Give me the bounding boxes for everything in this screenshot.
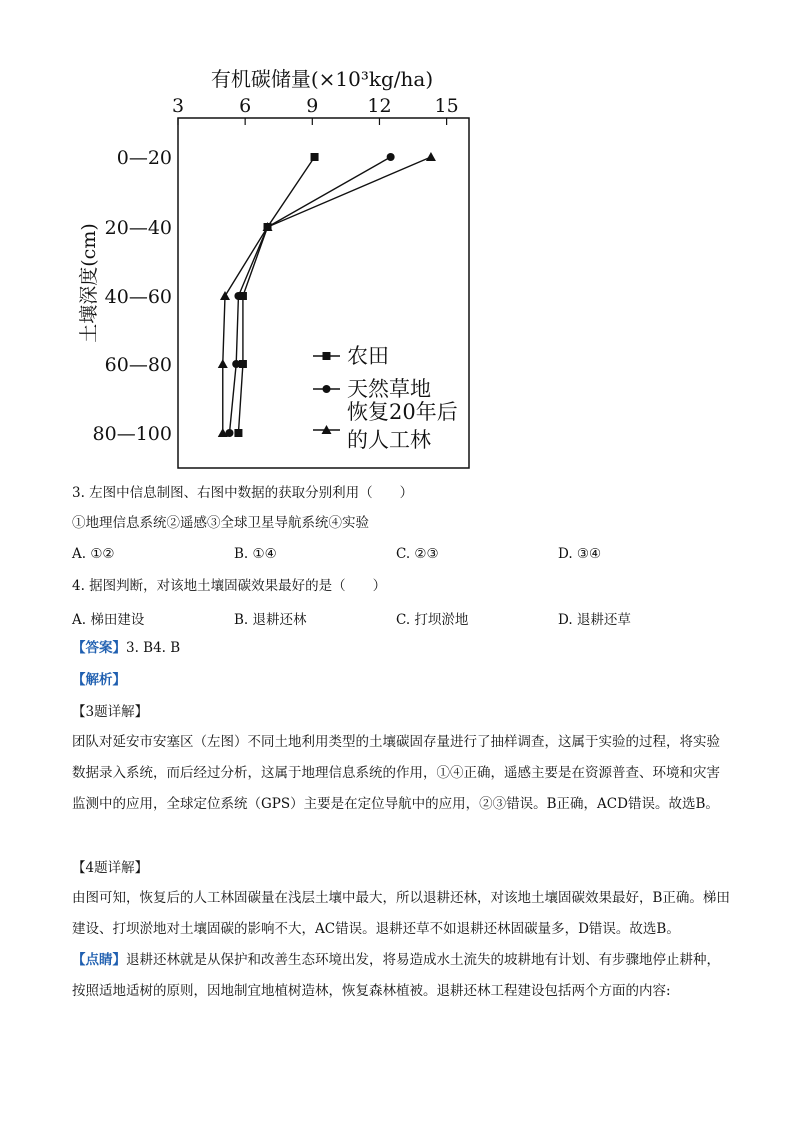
q3-option-d: D. ③④ [558, 546, 602, 562]
y-axis-ticks [93, 147, 172, 445]
detail-4-title: 【4题详解】 [72, 860, 149, 876]
legend-marker [323, 352, 331, 360]
detail-3-title: 【3题详解】 [72, 704, 149, 720]
series-line-1 [238, 157, 314, 433]
x-tick-label: 3 [171, 95, 185, 117]
series-3-point [426, 152, 436, 161]
y-tick-label: 40—60 [104, 286, 172, 308]
carbon-storage-chart [0, 0, 794, 480]
legend-label: 农田 [347, 344, 389, 368]
x-tick-label: 9 [306, 95, 319, 117]
detail-3-text: 团队对延安市安塞区（左图）不同土地利用类型的土壤碳固存量进行了抽样调查，这属于实验的过程，将实验数据录入系统，而后经过分析，这属于地理信息系统的作用，①④正确，遥感主要是在资源普查、环境和灾害监测中的应用，全球定位系统（GPS）主要是在定位导航中的应用，②③错误。B正确，ACD错误。故选B。 [72, 734, 720, 812]
y-tick-label: 0—20 [116, 147, 172, 169]
series-2-point [232, 360, 240, 368]
x-tick-label: 12 [367, 95, 392, 117]
x-tick-label: 15 [434, 95, 459, 117]
chart-legend [313, 344, 458, 452]
answer-text: 3. B4. B [126, 640, 181, 656]
analysis-heading [72, 670, 126, 690]
q3-option-a: A. ①② [72, 546, 115, 562]
series-3-point [218, 359, 228, 368]
q3-option-c: C. ②③ [396, 546, 439, 562]
q4-option-c: C. 打坝淤地 [396, 612, 469, 628]
chart-title: 有机碳储量(×10³kg/ha) [210, 67, 434, 91]
legend-label: 恢复20年后 [347, 400, 458, 424]
detail-4-text: 由图可知，恢复后的人工林固碳量在浅层土壤中最大，所以退耕还林，对该地土壤固碳效果最好，B正确。梯田建设、打坝淤地对土壤固碳的影响不大，AC错误。退耕还草不如退耕还林固碳量多，D错误。故选B。 [72, 890, 730, 937]
y-axis-label: 土壤深度(cm) [78, 223, 100, 343]
series-1-point [311, 153, 319, 161]
series-2-point [234, 292, 242, 300]
analysis-label: 【解析】 [72, 672, 126, 688]
x-tick-label: 6 [239, 95, 252, 117]
note-text: 退耕还林就是从保护和改善生态环境出发，将易造成水土流失的坡耕地有计划、有步骤地停止耕种，按照适地适树的原则，因地制宜地植树造林，恢复森林植被。退耕还林工程建设包括两个方面的内容: [72, 952, 720, 999]
question-4-stem: 4. 据图判断，对该地土壤固碳效果最好的是（ ） [72, 578, 387, 594]
x-axis-ticks [172, 95, 459, 125]
y-tick-label: 80—100 [92, 423, 172, 445]
legend-marker [323, 385, 331, 393]
answer-line [72, 638, 180, 658]
series-1-point [234, 429, 242, 437]
note-label: 【点睛】 [72, 952, 126, 968]
y-tick-label: 20—40 [104, 217, 172, 239]
legend-label: 的人工林 [347, 428, 431, 452]
answer-label: 【答案】 [72, 640, 126, 656]
series-3-point [220, 291, 230, 300]
q4-option-a: A. 梯田建设 [72, 612, 145, 628]
legend-label: 天然草地 [347, 377, 431, 401]
series-2-point [387, 153, 395, 161]
q4-option-d: D. 退耕还草 [558, 612, 631, 628]
question-3-stem: 3. 左图中信息制图、右图中数据的获取分别利用（ ） [72, 485, 414, 501]
q3-option-b: B. ①④ [234, 546, 277, 562]
question-3-items: ①地理信息系统②遥感③全球卫星导航系统④实验 [72, 515, 369, 531]
q4-option-b: B. 退耕还林 [234, 612, 307, 628]
note-paragraph [72, 945, 732, 1007]
y-tick-label: 60—80 [104, 354, 172, 376]
